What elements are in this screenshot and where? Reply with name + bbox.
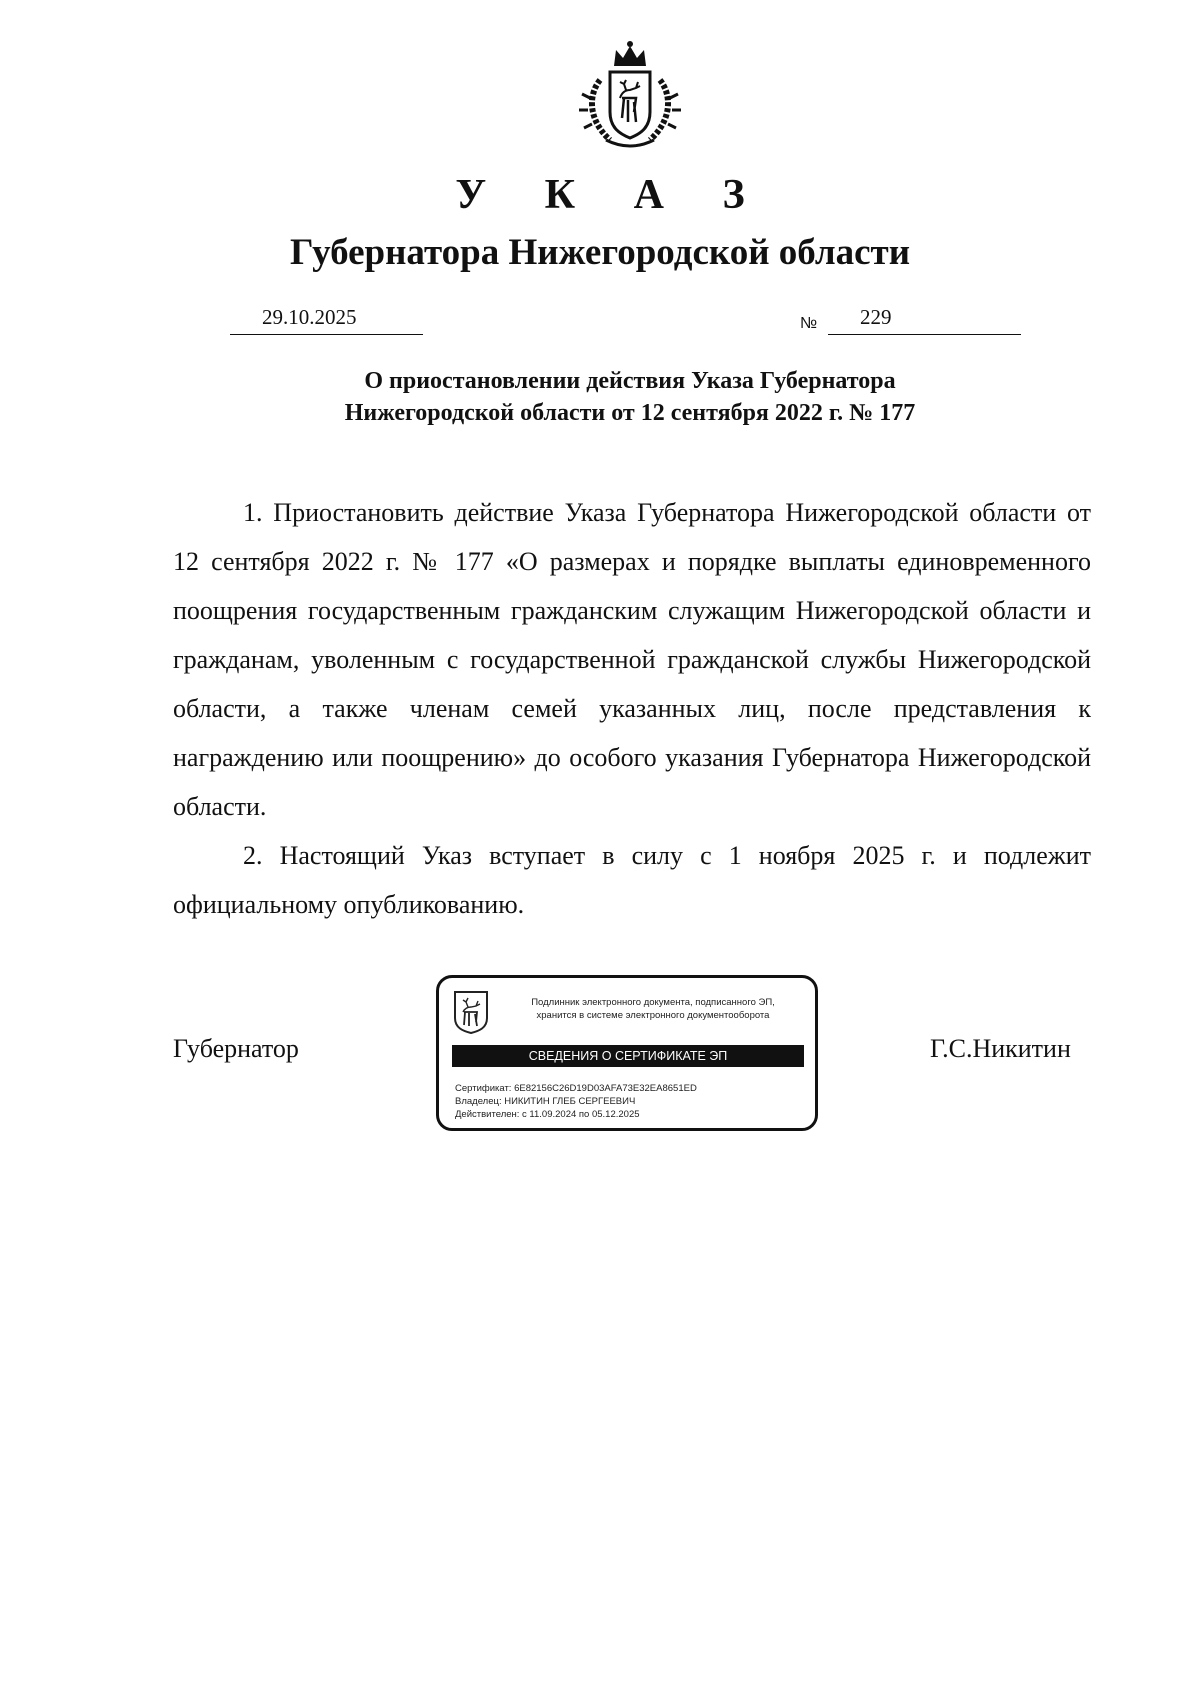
stamp-note-line-2: хранится в системе электронного документооборота: [536, 1010, 770, 1021]
document-date-field: [230, 304, 423, 335]
certificate-owner: Владелец: НИКИТИН ГЛЕБ СЕРГЕЕВИЧ: [455, 1096, 636, 1107]
subject-line-1: О приостановлении действия Указа Губернатора: [364, 368, 896, 394]
certificate-validity: Действителен: с 11.09.2024 по 05.12.2025: [455, 1109, 640, 1120]
subject-line-2: Нижегородской области от 12 сентября 2022 г. № 177: [344, 400, 916, 426]
document-date: 29.10.2025: [262, 305, 357, 329]
signatory-title: Губернатор: [173, 1034, 299, 1063]
certificate-banner: СВЕДЕНИЯ О СЕРТИФИКАТЕ ЭП: [452, 1045, 804, 1067]
stamp-note-line-1: Подлинник электронного документа, подписанного ЭП,: [531, 997, 775, 1008]
document-body: [173, 488, 1091, 929]
issuing-authority: Губернатора Нижегородской области: [289, 232, 911, 273]
stamp-note: [503, 996, 803, 1022]
number-label: №: [800, 315, 818, 332]
document-number-field: [828, 304, 1021, 335]
document-number: 229: [860, 305, 892, 329]
body-paragraph-2: 2. Настоящий Указ вступает в силу с 1 ноября 2025 г. и подлежит официальному опубликованию.: [173, 841, 1091, 919]
document-subject: [0, 365, 1200, 429]
coat-of-arms-icon: [570, 40, 690, 150]
certificate-serial: Сертификат: 6E82156C26D19D03AFA73E32EA8651ED: [455, 1083, 697, 1094]
body-paragraph-1: 1. Приостановить действие Указа Губернатора Нижегородской области от 12 сентября 2022 г. № 177 «О размерах и порядке выплаты единовременного поощрения государственным гражданским служащим Нижегородской области и гражданам, уволенным с государственной гражданской службы Нижегородской области, а также членам семей указанных лиц, после представления к награждению или поощрению» до особого указания Губернатора Нижегородской области.: [173, 498, 1091, 821]
document-type-title: У К А З: [455, 172, 769, 218]
deer-emblem-icon: [453, 990, 489, 1034]
certificate-details: [455, 1082, 697, 1121]
electronic-signature-stamp: [436, 975, 818, 1131]
signatory-name: Г.С.Никитин: [930, 1034, 1071, 1063]
